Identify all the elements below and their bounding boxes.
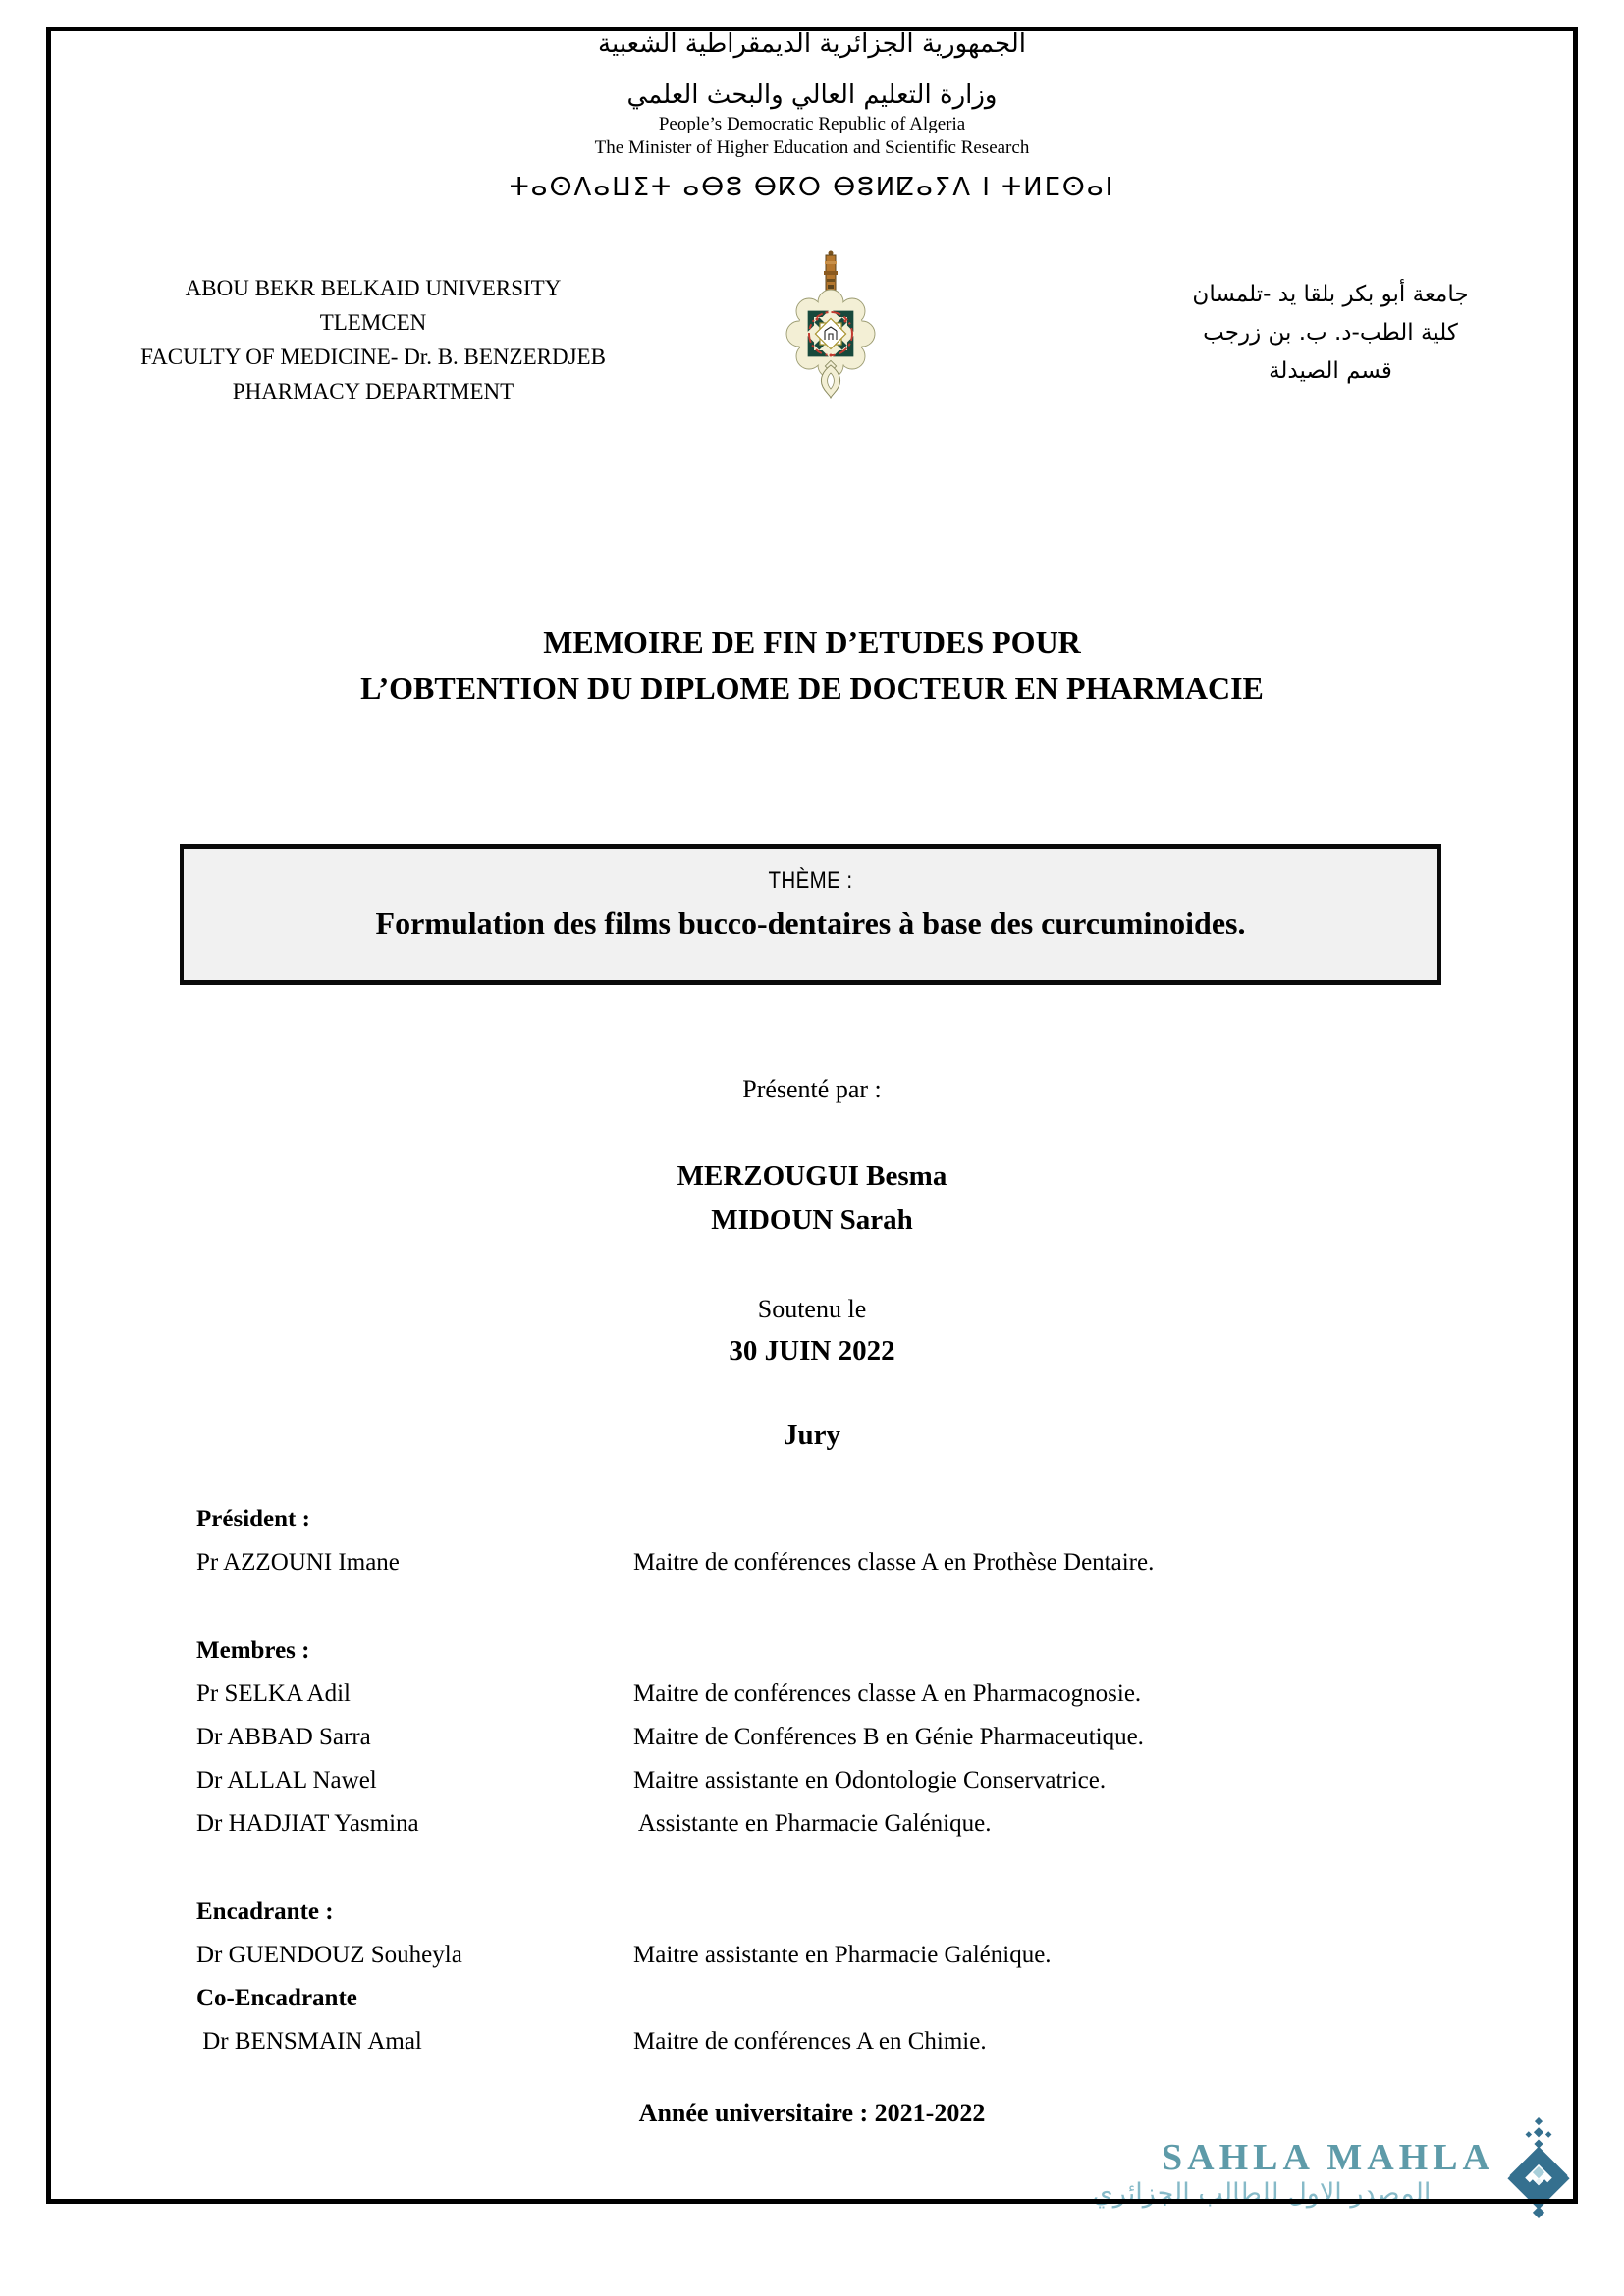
jury-member-role: Maitre assistante en Pharmacie Galénique. (633, 1942, 1052, 1968)
faculty-name-arabic: كلية الطب-د. ب. بن زرجب (1203, 320, 1458, 346)
theme-label: THÈME : (768, 867, 853, 894)
jury-heading: Jury (784, 1419, 840, 1451)
jury-list (196, 1498, 1443, 2063)
institution-block-english (49, 271, 697, 408)
author-name-2: MIDOUN Sarah (711, 1204, 913, 1236)
jury-spacer (196, 1584, 1443, 1629)
memoire-title-line2: L’OBTENTION DU DIPLOME DE DOCTEUR EN PHARMACIE (360, 670, 1264, 706)
memoire-title (46, 619, 1578, 712)
watermark-brand-icon (1500, 2116, 1577, 2220)
memoire-title-line1: MEMOIRE DE FIN D’ETUDES POUR (543, 624, 1081, 660)
jury-member-role: Assistante en Pharmacie Galénique. (633, 1810, 992, 1837)
author-name-1: MERZOUGUI Besma (677, 1160, 947, 1192)
jury-member-role: Maitre de conférences A en Chimie. (633, 2028, 987, 2055)
university-name-tifinagh: ⵜⴰⵙⴷⴰⵡⵉⵜ ⴰⴱⵓ ⴱⴽⵔ ⴱⵓⵍⵇⴰⵢⴷ ⵏ ⵜⵍⵎⵙⴰⵏ (509, 173, 1115, 202)
faculty-name: FACULTY OF MEDICINE- Dr. B. BENZERDJEB (140, 345, 606, 369)
presented-by-label: Présenté par : (742, 1075, 882, 1103)
authors-block (46, 1154, 1578, 1243)
republic-name-arabic: الجمهورية الجزائرية الديمقراطية الشعبية (598, 29, 1026, 59)
jury-member-name: Dr BENSMAIN Amal (196, 2028, 422, 2055)
university-emblem-logo (784, 247, 878, 399)
department-name: PHARMACY DEPARTMENT (232, 379, 514, 403)
watermark-slogan-arabic: المصدر الاول للطالب الجزائري (1092, 2178, 1432, 2209)
jury-member-name: Dr HADJIAT Yasmina (196, 1810, 419, 1837)
theme-box (180, 844, 1441, 985)
watermark-brand-text: SAHLA MAHLA (1162, 2137, 1494, 2178)
jury-member-name: Pr AZZOUNI Imane (196, 1549, 400, 1575)
jury-member-name: Dr ALLAL Nawel (196, 1767, 377, 1793)
jury-member-role: Maitre de conférences classe A en Pharmacognosie. (633, 1681, 1142, 1707)
jury-section-label: Encadrante : (196, 1898, 334, 1925)
jury-member-role: Maitre de conférences classe A en Prothèse Dentaire. (633, 1549, 1155, 1575)
institution-block-arabic (1139, 276, 1522, 391)
thesis-title: Formulation des films bucco-dentaires à base des curcuminoides. (375, 905, 1246, 940)
defense-date: 30 JUIN 2022 (729, 1335, 895, 1366)
jury-member-role: Maitre de Conférences B en Génie Pharmaceutique. (633, 1724, 1144, 1750)
defended-label: Soutenu le (757, 1295, 867, 1323)
jury-row (196, 1716, 1443, 1759)
department-name-arabic: قسم الصيدلة (1269, 358, 1392, 384)
university-city: TLEMCEN (319, 310, 427, 335)
jury-row (196, 1673, 1443, 1716)
republic-name-english: People’s Democratic Republic of Algeria (658, 114, 966, 134)
jury-section-label: Membres : (196, 1637, 310, 1664)
jury-member-name: Pr SELKA Adil (196, 1681, 351, 1707)
university-name-arabic: جامعة أبو بكر بلقا يد -تلمسان (1192, 282, 1469, 307)
jury-row (196, 1541, 1443, 1584)
jury-row (196, 1759, 1443, 1802)
jury-member-role: Maitre assistante en Odontologie Conservatrice. (633, 1767, 1107, 1793)
jury-spacer (196, 1845, 1443, 1891)
university-name: ABOU BEKR BELKAID UNIVERSITY (185, 276, 562, 300)
jury-row (196, 1934, 1443, 1977)
academic-year: Année universitaire : 2021-2022 (638, 2099, 986, 2127)
jury-row (196, 1802, 1443, 1845)
jury-member-name: Dr ABBAD Sarra (196, 1724, 371, 1750)
jury-section-label: Co-Encadrante (196, 1985, 357, 2011)
ministry-name-english: The Minister of Higher Education and Scientific Research (594, 137, 1030, 158)
jury-member-name: Dr GUENDOUZ Souheyla (196, 1942, 462, 1968)
ministry-name-arabic: وزارة التعليم العالي والبحث العلمي (626, 80, 998, 110)
jury-section-label: Président : (196, 1506, 310, 1532)
jury-row (196, 2020, 1443, 2063)
